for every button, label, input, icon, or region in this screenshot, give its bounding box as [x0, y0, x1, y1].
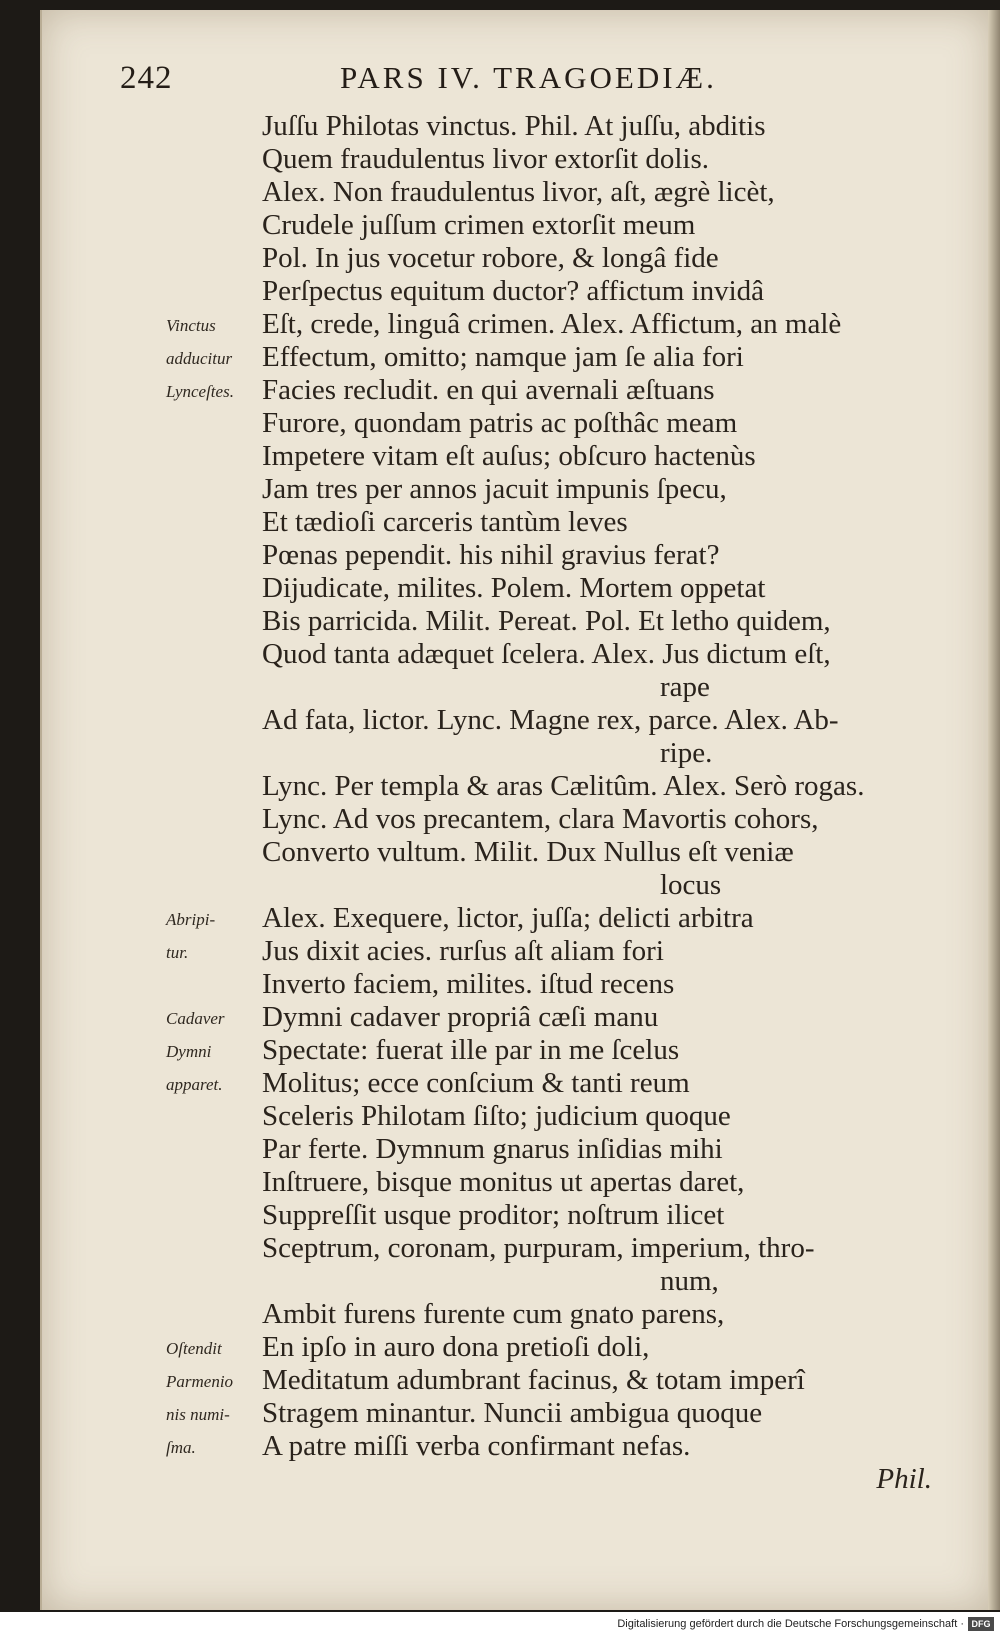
text-line: [120, 803, 920, 836]
margin-note: Cadaver: [166, 1009, 225, 1028]
verse-line: Par ferte. Dymnum gnarus inſidias mihi: [262, 1133, 723, 1165]
text-line: [120, 572, 920, 605]
verse-line: Suppreſſit usque proditor; noſtrum ilicet: [262, 1199, 725, 1231]
verse-line: Perſpectus equitum ductor? affictum invidâ: [262, 275, 764, 307]
text-line: [120, 143, 920, 176]
verse-line: Sceleris Philotam ſiſto; judicium quoque: [262, 1100, 731, 1132]
verse-line: Spectate: fuerat ille par in me ſcelus: [262, 1034, 680, 1066]
text-line: [120, 605, 920, 638]
verse-line: Converto vultum. Milit. Dux Nullus eſt veniæ: [262, 836, 794, 868]
verse-line: rape: [660, 671, 710, 703]
verse-line: Pol. In jus vocetur robore, & longâ fide: [262, 242, 719, 274]
text-line: [120, 1265, 920, 1298]
margin-note: ſma.: [166, 1438, 196, 1457]
text-line: [120, 1100, 920, 1133]
text-line: [120, 968, 920, 1001]
text-line: [120, 671, 920, 704]
margin-note: apparet.: [166, 1075, 223, 1094]
verse-line: Quem fraudulentus livor extorſit dolis.: [262, 143, 710, 175]
text-line: [120, 1397, 920, 1430]
text-line: [120, 737, 920, 770]
verse-line: Inverto faciem, milites. iſtud recens: [262, 968, 675, 1000]
page-edge: [988, 10, 1000, 1610]
text-line: [120, 176, 920, 209]
verse-line: Ad fata, lictor. Lync. Magne rex, parce. Alex. Ab-: [262, 704, 839, 736]
text-line: [120, 539, 920, 572]
verse-line: Stragem minantur. Nuncii ambigua quoque: [262, 1397, 763, 1429]
text-line: [120, 1232, 920, 1265]
text-line: [120, 110, 920, 143]
verse-line: Lync. Ad vos precantem, clara Mavortis cohors,: [262, 803, 819, 835]
verse-line: Dymni cadaver propriâ cæſi manu: [262, 1001, 659, 1033]
text-line: [120, 1034, 920, 1067]
verse-line: Dijudicate, milites. Polem. Mortem oppetat: [262, 572, 766, 604]
text-line: [120, 407, 920, 440]
page-number: 242: [120, 60, 173, 96]
verse-line: Juſſu Philotas vinctus. Phil. At juſſu, abditis: [262, 110, 766, 142]
verse-line: Quod tanta adæquet ſcelera. Alex. Jus dictum eſt,: [262, 638, 831, 670]
text-line: [120, 704, 920, 737]
verse-line: En ipſo in auro dona pretioſi doli,: [262, 1331, 650, 1363]
text-line: [120, 1364, 920, 1397]
footer-credit: Digitalisierung gefördert durch die Deutsche Forschungsgemeinschaft ·: [617, 1618, 964, 1630]
text-line: [120, 209, 920, 242]
verse-text: [120, 110, 932, 1496]
verse-line: Impetere vitam eſt auſus; obſcuro hactenùs: [262, 440, 756, 472]
text-line: [120, 1298, 920, 1331]
verse-line: Inſtruere, bisque monitus ut apertas daret,: [262, 1166, 745, 1198]
text-line: [120, 1430, 920, 1463]
text-line: [120, 275, 920, 308]
margin-note: Parmenio: [166, 1372, 234, 1391]
text-line: [120, 1133, 920, 1166]
verse-line: num,: [660, 1265, 719, 1297]
verse-line: Sceptrum, coronam, purpuram, imperium, thro-: [262, 1232, 815, 1264]
margin-note: Abripi-: [166, 910, 216, 929]
verse-line: Effectum, omitto; namque jam ſe alia fori: [262, 341, 744, 373]
verse-line: Bis parricida. Milit. Pereat. Pol. Et letho quidem,: [262, 605, 831, 637]
verse-line: locus: [660, 869, 722, 901]
margin-note: Oſtendit: [166, 1339, 222, 1358]
verse-line: Facies recludit. en qui avernali æſtuans: [262, 374, 715, 406]
text-line: [120, 836, 920, 869]
text-line: [120, 1199, 920, 1232]
catchword: Phil.: [876, 1463, 932, 1495]
text-line: [120, 1331, 920, 1364]
margin-note: Dymni: [166, 1042, 212, 1061]
verse-line: Alex. Exequere, lictor, juſſa; delicti arbitra: [262, 902, 754, 934]
verse-line: Meditatum adumbrant facinus, & totam imperî: [262, 1364, 805, 1396]
digitization-footer: [0, 1612, 1000, 1640]
verse-line: Eſt, crede, linguâ crimen. Alex. Affictum, an malè: [262, 308, 842, 340]
margin-note: adducitur: [166, 349, 233, 368]
text-line: [120, 770, 920, 803]
dfg-logo: DFG: [968, 1617, 994, 1631]
verse-line: Ambit furens furente cum gnato parens,: [262, 1298, 725, 1330]
text-line: [120, 902, 920, 935]
verse-line: A patre miſſi verba confirmant nefas.: [262, 1430, 691, 1462]
text-line: [120, 440, 920, 473]
text-line: [120, 1166, 920, 1199]
verse-line: Furore, quondam patris ac poſthâc meam: [262, 407, 738, 439]
text-line: [120, 1067, 920, 1100]
margin-note: tur.: [166, 943, 189, 962]
text-line: [120, 935, 920, 968]
verse-line: Pœnas pependit. his nihil gravius ferat?: [262, 539, 720, 571]
text-line: [120, 638, 920, 671]
page-header: [120, 60, 900, 100]
text-line: [120, 308, 920, 341]
text-line: [120, 869, 920, 902]
running-title: PARS IV. TRAGOEDIÆ.: [340, 60, 717, 95]
text-line: [120, 506, 920, 539]
text-line: [120, 341, 920, 374]
verse-line: Alex. Non fraudulentus livor, aſt, ægrè licèt,: [262, 176, 775, 208]
verse-line: Molitus; ecce conſcium & tanti reum: [262, 1067, 690, 1099]
margin-note: nis numi-: [166, 1405, 230, 1424]
text-line: [120, 242, 920, 275]
margin-note: Lynceſtes.: [166, 382, 234, 401]
verse-line: Crudele juſſum crimen extorſit meum: [262, 209, 696, 241]
verse-line: Jam tres per annos jacuit impunis ſpecu,: [262, 473, 727, 505]
text-line: [120, 1001, 920, 1034]
verse-line: Jus dixit acies. rurſus aſt aliam fori: [262, 935, 664, 967]
margin-note: Vinctus: [166, 316, 216, 335]
verse-line: Et tædioſi carceris tantùm leves: [262, 506, 628, 538]
text-line: [120, 1463, 932, 1496]
verse-line: Lync. Per templa & aras Cælitûm. Alex. Serò rogas.: [262, 770, 865, 802]
text-line: [120, 473, 920, 506]
text-line: [120, 374, 920, 407]
verse-line: ripe.: [660, 737, 713, 769]
